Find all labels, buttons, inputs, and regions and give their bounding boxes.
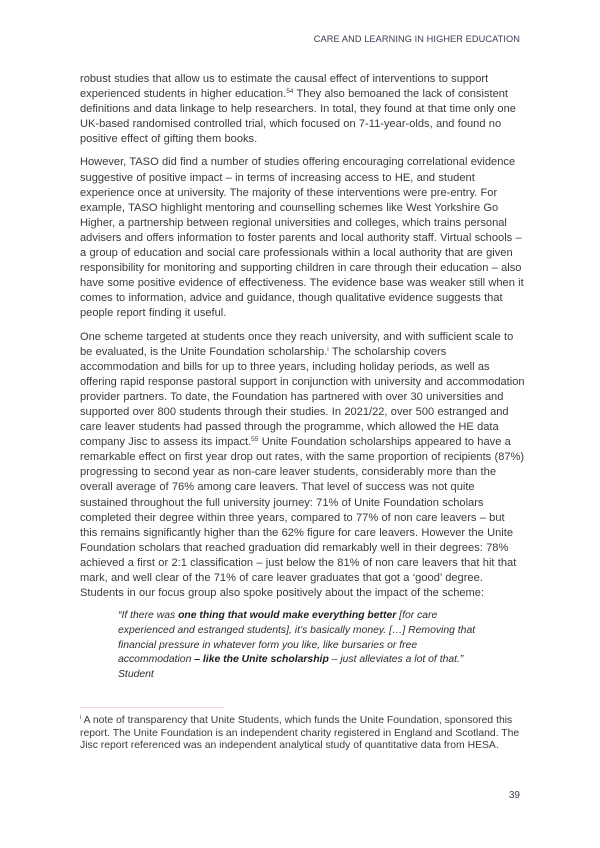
student-quote xyxy=(118,609,493,683)
quote-emphasis: – like the Unite scholarship xyxy=(194,654,329,666)
paragraph-3 xyxy=(80,330,525,602)
endnote-ref-54[interactable]: 54 xyxy=(286,88,294,96)
paragraph-1 xyxy=(80,72,525,147)
paragraph-text: robust studies that allow us to estimate the causal effect of interventions to support experienced students in higher education. xyxy=(80,73,489,101)
quote-text: [for care experienced and estranged students], it’s basically money. […] Removing that financial pressure in whatever form you like, like bursaries or free accommodation xyxy=(118,610,476,666)
running-header: CARE AND LEARNING IN HIGHER EDUCATION xyxy=(313,34,520,44)
quote-emphasis: one thing that would make everything better xyxy=(178,610,397,622)
paragraph-text: Unite Foundation scholarships appeared to have a remarkable effect on first year drop out rates, with the same proportion of recipients (87%) progressing to second year as non-care leaver students, considerably more than the overall average of 76% among care leavers. That level of success was not quite sustained throughout the full university journey: 71% of Unite Foundation scholars completed their degree within three years, compared to 77% of non care leavers – but this remains significantly higher than the 62% figure for care leavers. However the Unite Foundation scholars that reached graduation did remarkably well in their degrees: 78% achieved a first or 2:1 classification – just below the 81% of non care leavers that hit that mark, and well clear of the 71% of care leaver graduates that got a ‘good’ degree. Students in our focus group also spoke positively about the impact of the scheme: xyxy=(80,436,525,600)
page-number: 39 xyxy=(508,790,520,801)
paragraph-2: However, TASO did find a number of studies offering encouraging correlational evidence suggestive of positive impact – in terms of increasing access to HE, and student experience once at university. The majority of these interventions were pre-entry. For example, TASO highlight mentoring and counselling schemes like West Yorkshire Go Higher, a partnership between regional universities and colleges, which trains personal advisers and offers information to foster parents and local authority staff. Virtual schools – a group of education and social care professionals within a local authority that are given responsibility for monitoring and supporting children in care through their education – also have some positive evidence of effectiveness. The evidence base was weaker still when it comes to information, advice and guidance, though qualitative evidence suggests that people report finding it useful. xyxy=(80,156,524,320)
paragraph-text: The scholarship covers accommodation and bills for up to three years, including holiday periods, as well as offering rapid response pastoral support in conjunction with university and accommodation provider partners. To date, the Foundation has partnered with over 30 universities and supported over 800 students through their studies. In 2021/22, over 500 estranged and care leaver students had passed through the programme, which allowed the HE data company Jisc to assess its impact. xyxy=(80,345,525,449)
quote-text: “If there was xyxy=(118,610,179,622)
footnote-marker: i xyxy=(80,715,82,721)
endnote-ref-55[interactable]: 55 xyxy=(251,436,259,444)
quote-attribution: Student xyxy=(118,669,154,680)
main-content xyxy=(80,72,525,683)
quote-text: – just alleviates a lot of that.” xyxy=(328,654,464,666)
paragraph-text: They also bemoaned the lack of consistent definitions and data linkage to help researchers. In total, they found at that time only one UK-based randomised controlled trial, which focused on 7-11-year-olds, and found no positive effect of gifting them books. xyxy=(80,88,516,146)
paragraph-text: One scheme targeted at students once they reach university, and with sufficient scale to be evaluated, is the Unite Foundation scholarship. xyxy=(80,330,514,358)
footnote xyxy=(80,715,525,753)
footnote-ref-i[interactable]: i xyxy=(327,345,329,353)
footnote-divider xyxy=(80,707,225,708)
footnote-text: A note of transparency that Unite Students, which funds the Unite Foundation, sponsored this report. The Unite Foundation is an independent charity registered in England and Scotland. The Jisc report referenced was an independent analytical study of quantitative data from HESA. xyxy=(80,715,520,752)
